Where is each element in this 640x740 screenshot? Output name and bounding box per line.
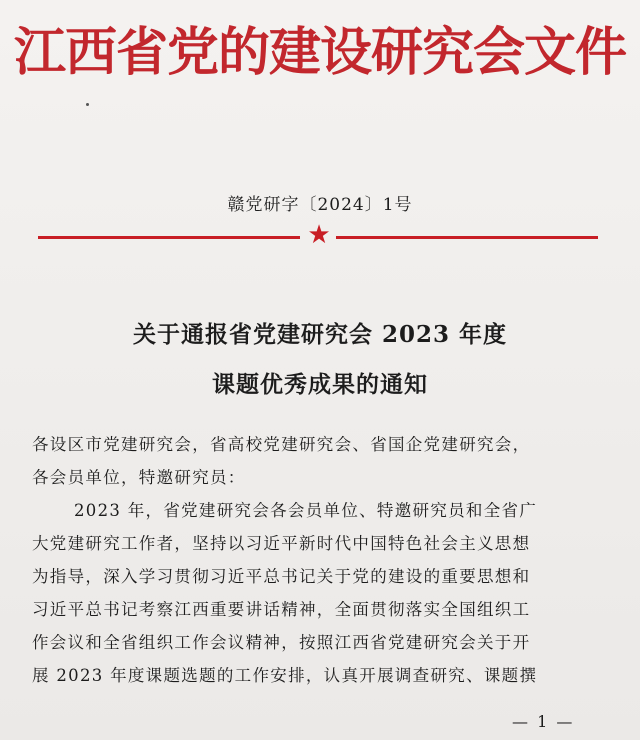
document-body bbox=[32, 428, 612, 692]
page-number: — 1 — bbox=[512, 712, 575, 731]
salutation-line: 各会员单位，特邀研究员： bbox=[32, 468, 246, 487]
document-title-line1: 关于通报省党建研究会 2023 年度 bbox=[132, 321, 508, 348]
red-rule-left bbox=[38, 236, 300, 239]
star-icon: ★ bbox=[307, 220, 331, 250]
paragraph-line: 习近平总书记考察江西重要讲话精神，全面贯彻落实全国组织工 bbox=[32, 600, 531, 619]
paragraph-line: 展 2023 年度课题选题的工作安排，认真开展调查研究、课题撰 bbox=[32, 666, 538, 685]
document-number: 赣党研字〔2024〕1号 bbox=[227, 195, 413, 215]
paragraph-line: 大党建研究工作者，坚持以习近平新时代中国特色社会主义思想 bbox=[32, 534, 531, 553]
salutation-line: 各设区市党建研究会，省高校党建研究会、省国企党建研究会， bbox=[32, 435, 531, 454]
paragraph-line: 为指导，深入学习贯彻习近平总书记关于党的建设的重要思想和 bbox=[32, 567, 531, 586]
paragraph-line: 2023 年，省党建研究会各会员单位、特邀研究员和全省广 bbox=[74, 501, 538, 520]
paragraph-line: 作会议和全省组织工作会议精神，按照江西省党建研究会关于开 bbox=[32, 633, 531, 652]
red-rule-right bbox=[336, 236, 598, 239]
document-title-line2: 课题优秀成果的通知 bbox=[212, 371, 428, 398]
paper-speck bbox=[86, 103, 89, 106]
document-masthead: 江西省党的建设研究会文件 bbox=[13, 22, 626, 83]
